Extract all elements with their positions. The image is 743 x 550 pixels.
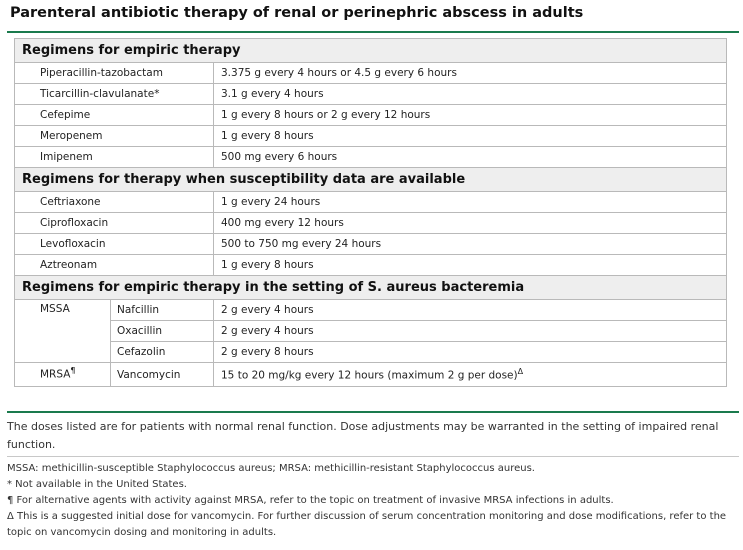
agent-cell: Cefazolin: [111, 342, 214, 363]
section-heading: Regimens for therapy when susceptibility data are available: [15, 168, 727, 192]
agent-cell: Piperacillin-tazobactam: [15, 63, 214, 84]
table-row: [15, 255, 727, 276]
dose-cell: 2 g every 4 hours: [214, 300, 727, 321]
dose-cell: 500 to 750 mg every 24 hours: [214, 234, 727, 255]
agent-cell: Imipenem: [15, 147, 214, 168]
dose-cell: 3.1 g every 4 hours: [214, 84, 727, 105]
section-header-row: [15, 276, 727, 300]
table-row: [15, 300, 727, 321]
dose-cell: [214, 363, 727, 387]
agent-cell: Vancomycin: [111, 363, 214, 387]
table-row: [15, 84, 727, 105]
agent-cell: Nafcillin: [111, 300, 214, 321]
agent-cell: Aztreonam: [15, 255, 214, 276]
dose-cell: 1 g every 8 hours or 2 g every 12 hours: [214, 105, 727, 126]
table-row: [15, 105, 727, 126]
agent-cell: Ceftriaxone: [15, 192, 214, 213]
dose-cell: 3.375 g every 4 hours or 4.5 g every 6 hours: [214, 63, 727, 84]
page-title: Parenteral antibiotic therapy of renal or perinephric abscess in adults: [10, 5, 584, 21]
footnote-pilcrow: ¶ For alternative agents with activity against MRSA, refer to the topic on treatment of invasive MRSA infections in adults.: [7, 495, 614, 506]
dose-cell: 2 g every 4 hours: [214, 321, 727, 342]
section-header-row: [15, 168, 727, 192]
footnote-abbreviations: MSSA: methicillin-susceptible Staphylococcus aureus; MRSA: methicillin-resistant Staphylococcus aureus.: [7, 463, 535, 474]
footnote-delta: Δ This is a suggested initial dose for vancomycin. For further discussion of serum concentration monitoring and dose modifications, refer to the topic on vancomycin dosing and monitoring in adults.: [7, 511, 727, 538]
dose-cell: 500 mg every 6 hours: [214, 147, 727, 168]
table-row: [15, 147, 727, 168]
organism-label: MRSA: [40, 368, 71, 381]
section-header-row: [15, 39, 727, 63]
dose-cell: 1 g every 8 hours: [214, 255, 727, 276]
top-divider: [7, 31, 739, 33]
table-row: [15, 63, 727, 84]
table-row: [15, 234, 727, 255]
bottom-divider: [7, 411, 739, 413]
footnote-mark-delta: Δ: [517, 367, 524, 377]
regimen-table: [14, 38, 727, 387]
table-row: [15, 126, 727, 147]
agent-cell: Ciprofloxacin: [15, 213, 214, 234]
table-row: [15, 213, 727, 234]
dose-cell: 1 g every 8 hours: [214, 126, 727, 147]
dose-cell: 2 g every 8 hours: [214, 342, 727, 363]
dosing-note: The doses listed are for patients with normal renal function. Dose adjustments may be warranted in the setting of impaired renal function.: [7, 420, 719, 451]
organism-cell-mrsa: [15, 363, 111, 387]
table-row: [15, 321, 727, 342]
table-row: [15, 363, 727, 387]
agent-cell: Oxacillin: [111, 321, 214, 342]
dose-text: 15 to 20 mg/kg every 12 hours (maximum 2 g per dose): [221, 369, 518, 382]
footnotes: [7, 461, 737, 541]
table-row: [15, 192, 727, 213]
organism-cell-mssa: MSSA: [15, 300, 111, 363]
dose-cell: 1 g every 24 hours: [214, 192, 727, 213]
table-row: [15, 342, 727, 363]
footnote-asterisk: * Not available in the United States.: [7, 479, 187, 490]
footnote-mark-pilcrow: ¶: [70, 366, 76, 375]
dose-cell: 400 mg every 12 hours: [214, 213, 727, 234]
section-heading: Regimens for empiric therapy: [15, 39, 727, 63]
footnote-divider: [7, 456, 739, 457]
agent-cell: Meropenem: [15, 126, 214, 147]
agent-cell: Levofloxacin: [15, 234, 214, 255]
agent-cell: Ticarcillin-clavulanate*: [15, 84, 214, 105]
agent-cell: Cefepime: [15, 105, 214, 126]
section-heading: Regimens for empiric therapy in the setting of S. aureus bacteremia: [15, 276, 727, 300]
